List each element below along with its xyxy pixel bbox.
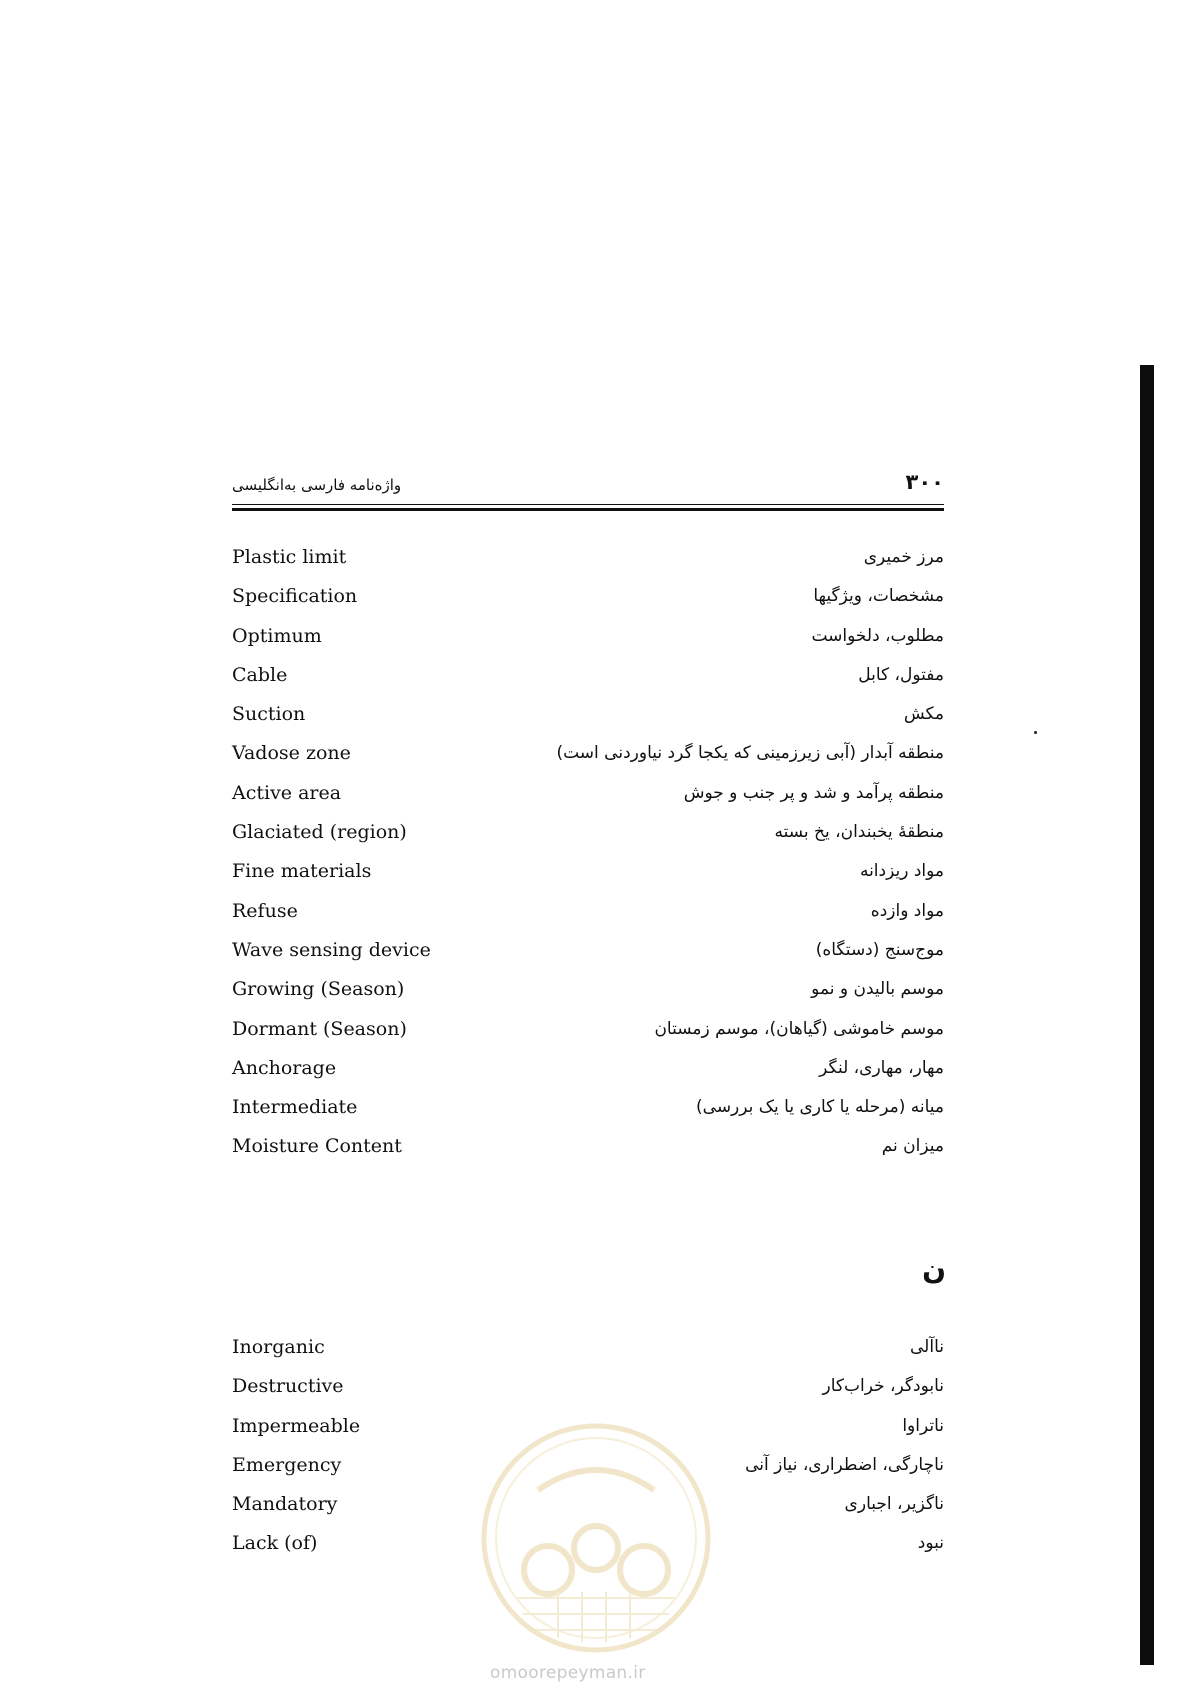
term-persian: موج‌سنج (دستگاه) [815,939,944,960]
glossary-entry [232,976,944,1015]
term-english: Lack (of) [232,1532,318,1555]
glossary-entry [232,1016,944,1055]
term-persian: موسم خاموشی (گیاهان)، موسم زمستان [654,1018,944,1039]
term-persian: نبود [917,1533,944,1554]
term-persian: میانه (مرحله یا کاری یا یک بررسی) [696,1097,944,1118]
page-number: ۳۰۰ [905,470,944,494]
glossary-entry [232,1055,944,1094]
term-english: Plastic limit [232,546,347,568]
term-english: Optimum [232,624,322,647]
term-english: Dormant (Season) [232,1017,407,1040]
glossary-entry [232,544,944,583]
glossary-entry [232,858,944,897]
term-english: Intermediate [232,1096,358,1119]
term-english: Vadose zone [232,742,351,765]
scan-speck [1034,731,1037,734]
term-english: Impermeable [232,1414,361,1437]
glossary-entry [232,1334,944,1373]
section-letter-heading: ن [922,1253,946,1286]
term-english: Mandatory [232,1493,338,1516]
glossary-entry [232,1133,944,1172]
term-english: Destructive [232,1375,344,1398]
term-persian: مطلوب، دلخواست [811,625,944,646]
glossary-entry [232,1373,944,1412]
term-persian: ناتراوا [902,1415,944,1436]
term-persian: مکش [903,704,944,725]
glossary-entry [232,898,944,937]
glossary-section-m [232,544,944,1173]
term-persian: منطقه آبدار (آبی زیرزمینی که یکجا گرد نیاوردنی است) [556,743,944,764]
watermark-seal-icon [478,1420,714,1656]
header-rule-thin [232,504,944,505]
term-english: Fine materials [232,860,372,883]
term-english: Moisture Content [232,1135,402,1158]
glossary-entry [232,623,944,662]
glossary-entry [232,780,944,819]
term-persian: منطقه پرآمد و شد و پر جنب و جوش [683,782,944,803]
scan-edge-bar [1140,365,1154,1665]
term-persian: مهار، مهاری، لنگر [819,1057,944,1078]
term-persian: مشخصات، ویژگیها [813,586,944,607]
term-persian: ناچارگی، اضطراری، نیاز آنی [745,1454,944,1475]
glossary-entry [232,937,944,976]
term-persian: منطقهٔ یخبندان، یخ بسته [774,822,944,843]
term-english: Inorganic [232,1336,325,1358]
term-english: Wave sensing device [232,938,431,961]
term-english: Glaciated (region) [232,821,407,844]
term-persian: مفتول، کابل [858,664,944,685]
term-english: Refuse [232,899,298,922]
watermark-url: omoorepeyman.ir [490,1663,646,1683]
glossary-entry [232,819,944,858]
glossary-entry [232,662,944,701]
glossary-entry [232,583,944,622]
header-rule-thick [232,508,944,511]
glossary-entry [232,740,944,779]
glossary-entry [232,1094,944,1133]
term-persian: نابودگر، خراب‌کار [822,1376,944,1397]
term-persian: ناگزیر، اجباری [844,1494,944,1515]
term-persian: مرز خمیری [863,547,944,567]
term-english: Anchorage [232,1056,337,1079]
term-english: Active area [232,781,342,804]
term-english: Emergency [232,1453,342,1476]
term-english: Cable [232,663,288,686]
term-persian: مواد وازده [870,900,944,921]
running-title: واژه‌نامه فارسی به‌انگلیسی [232,476,402,494]
term-english: Suction [232,703,306,726]
term-persian: ناآلی [910,1337,944,1357]
term-english: Specification [232,585,358,608]
term-english: Growing (Season) [232,978,405,1001]
term-persian: مواد ریزدانه [859,861,944,882]
glossary-entry [232,701,944,740]
term-persian: میزان نم [881,1136,944,1157]
term-persian: موسم بالیدن و نمو [811,979,944,1000]
